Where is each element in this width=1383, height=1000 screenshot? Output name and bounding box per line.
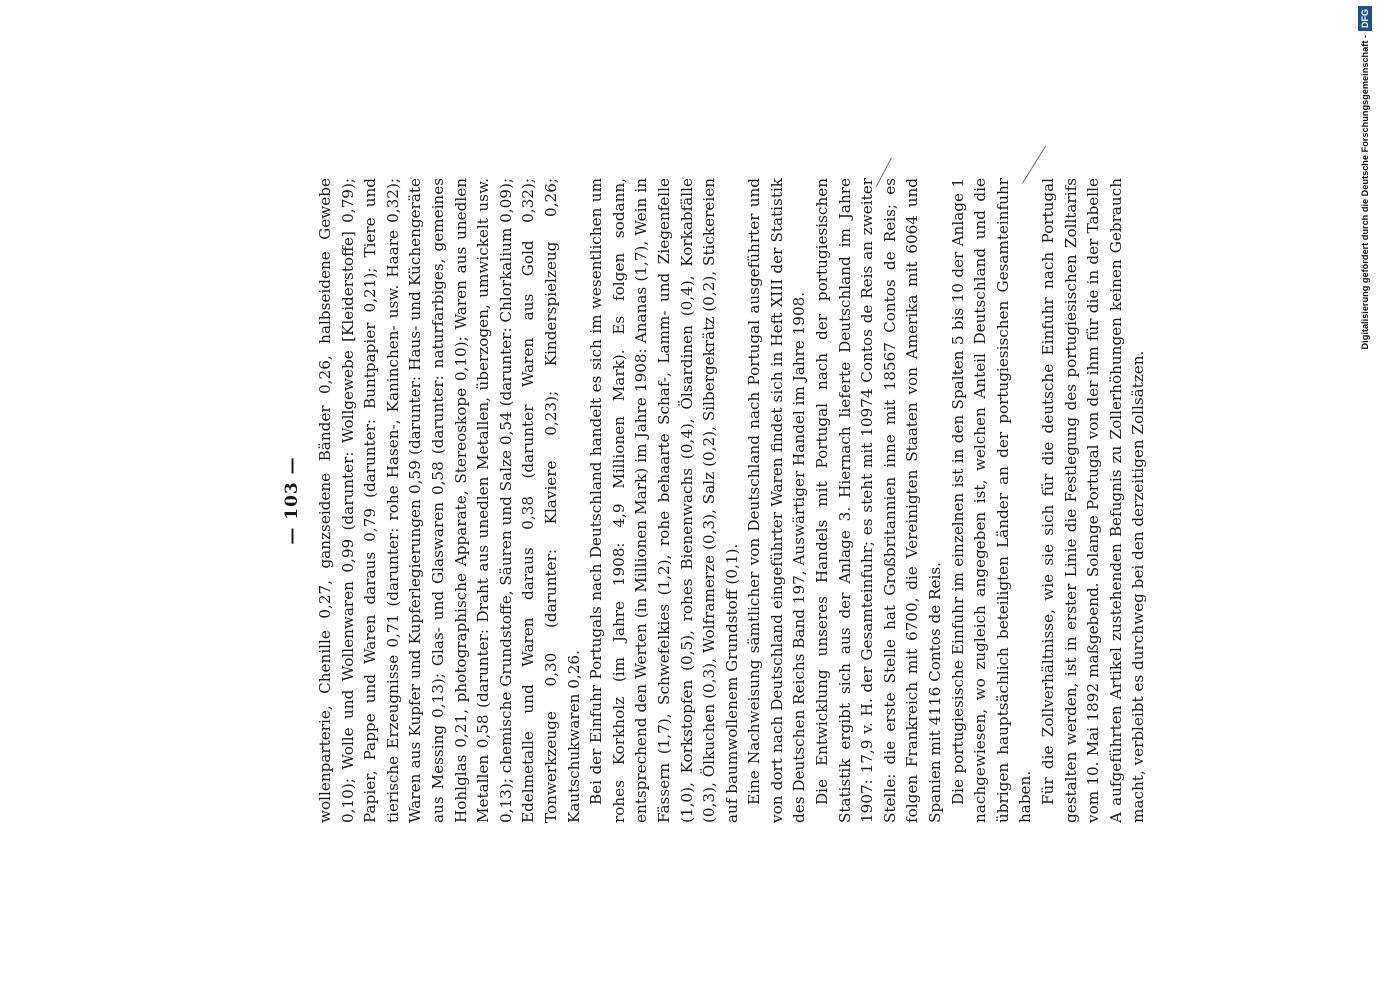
paragraph-tariff-conditions: Für die Zollverhältnisse, wie sie sich für die deutsche Einfuhr nach Portugal gestalten werden, ist in erster Linie die Festlegung des portugiesischen Zolltarifs vom 10. Mai 1892 maßgebend. Solange Portugal von der ihm für die in der Tabelle A aufgeführten Artikel zustehenden Befugnis zu Zollerhöhungen keinen Gebrauch macht, verbleibt es durchweg bei den derzeitigen Zollsätzen.: [1039, 178, 1148, 823]
credit-text: Digitalisierung gefördert durch die Deutsche Forschungsgemeinschaft -: [1360, 35, 1370, 350]
paragraph-import-list: wollenparterie, Chenille 0,27, ganzseidene Bänder 0,26, halbseidene Gewebe 0,10); Wolle und Wollenwaren 0,99 (darunter: Wollgewebe [Kleiderstoffe] 0,79); Papier, Pappe und Waren daraus 0,79 (darunter: Buntpapier 0,21); Tiere und tierische Erzeugnisse 0,71 (darunter: rohe Hasen-, Kaninchen- usw. Haare 0,32); Waren aus Kupfer und Kupferlegierungen 0,59 (darunter: Haus- und Küchengeräte aus Messing 0,13); Glas- und Glaswaren 0,58 (darunter: naturfarbiges, gemeines Hohlglas 0,21, photographische Apparate, Stereoskope 0,10); Waren aus unedlen Metallen 0,58 (darunter: Draht aus unedlen Metallen, überzogen, umwickelt usw. 0,13); chemische Grundstoffe, Säuren und Salze 0,54 (darunter: Chlorkalium 0,09); Edelmetalle und Waren daraus 0,38 (darunter Waren aus Gold 0,32); Tonwerkzeuge 0,30 (darunter: Klaviere 0,23); Kinderspielzeug 0,26; Kautschukwaren 0,26.: [316, 178, 583, 823]
paragraph-import-detail: Die portugiesische Einfuhr im einzelnen ist in den Spalten 5 bis 10 der Anlage 1 nachgewiesen, wo zugleich angegeben ist, welchen Anteil Deutschland und die übrigen hauptsächlich beteiligten Länder an der portugiesischen Gesamteinfuhr haben.: [948, 178, 1035, 823]
paragraph-statistics-reference: Eine Nachweisung sämtlicher von Deutschland nach Portugal ausgeführter und von dort nach Deutschland eingeführter Waren findet sich in Heft XIII der Statistik des Deutschen Reichs Band 197, Auswärtiger Handel im Jahre 1908.: [745, 178, 809, 823]
page-number: — 103 —: [282, 456, 302, 545]
digitization-credit: [1353, 6, 1377, 406]
paragraph-trade-development: Die Entwicklung unseres Handels mit Portugal nach der portugiesischen Statistik ergibt sich aus der Anlage 3. Hiernach lieferte Deutschland im Jahre 1907: 17,9 v. H. der Gesamteinfuhr; es steht mit 10974 Contos de Reis an zweiter Stelle: die erste Stelle hat Großbritannien inne mit 18567 Contos de Reis; es folgen Frankreich mit 6700, die Vereinigten Staaten von Amerika mit 6064 und Spanien mit 4116 Contos de Reis.: [813, 178, 945, 823]
paragraph-portugal-export: Bei der Einfuhr Portugals nach Deutschland handelt es sich im wesentlichen um rohes Korkholz (im Jahre 1908: 4,9 Millionen Mark). Es folgen sodann, entsprechend den Werten (in Millionen Mark) im Jahre 1908: Ananas (1,7), Wein in Fässern (1,7), Schwefelkies (1,2), rohe behaarte Schaf-, Lamm- und Ziegenfelle (1,0), Korkstopfen (0,5), rohes Bienenwachs (0,4), Ölsardinen (0,4), Korkabfälle (0,3), Ölkuchen (0,3), Wolframerze (0,3), Salz (0,2), Silbergekrätz (0,2), Stickereien auf baumwollenem Grundstoff (0,1).: [587, 178, 741, 823]
text-column: [281, 178, 1150, 823]
dfg-logo: DFG: [1358, 6, 1372, 31]
rotated-text-block: [281, 178, 1148, 823]
body-text: [314, 178, 1150, 823]
